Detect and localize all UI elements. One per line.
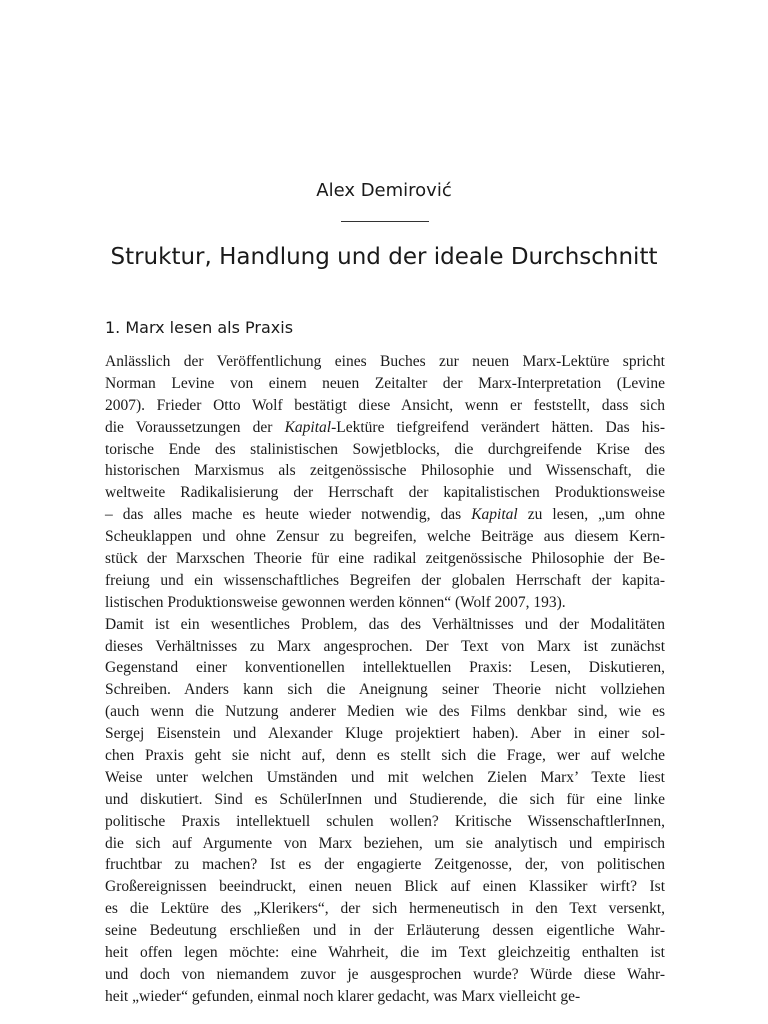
body-line bbox=[105, 657, 665, 679]
body-line bbox=[105, 351, 665, 373]
emphasis-text: Kapital bbox=[284, 418, 332, 436]
body-line bbox=[105, 417, 665, 439]
body-line-text: freiung und ein wissenschaftliches Begreifen der globalen Herrschaft der kapita- bbox=[105, 571, 665, 589]
emphasis-text: Kapital bbox=[471, 506, 518, 524]
body-text bbox=[105, 351, 665, 1008]
body-line-text: seine Bedeutung erschließen und in der Erläuterung dessen eigentliche Wahr- bbox=[105, 922, 665, 940]
body-line-text: -Lektüre tiefgreifend verändert hätten. Das his- bbox=[331, 418, 665, 436]
body-line-text: die sich auf Argumente von Marx beziehen, um sie analytisch und empirisch bbox=[105, 834, 665, 852]
body-line-text: listischen Produktionsweise gewonnen werden können“ (Wolf 2007, 193). bbox=[105, 593, 566, 611]
body-line-text: heit offen legen möchte: eine Wahrheit, die im Text gleichzeitig enthalten ist bbox=[105, 944, 665, 962]
body-line-text: heit „wieder“ gefunden, einmal noch klarer gedacht, was Marx vielleicht ge- bbox=[105, 987, 581, 1005]
body-line-text: torische Ende des stalinistischen Sowjetblocks, die durchgreifende Krise des bbox=[105, 440, 665, 458]
author-name: Alex Demirović bbox=[316, 180, 452, 201]
body-line bbox=[105, 679, 665, 701]
body-line bbox=[105, 767, 665, 789]
author-divider bbox=[341, 221, 429, 222]
body-line-text: Sergej Eisenstein und Alexander Kluge projektiert haben). Aber in einer sol- bbox=[105, 725, 665, 743]
body-line bbox=[105, 570, 665, 592]
body-line bbox=[105, 833, 665, 855]
body-line bbox=[105, 592, 665, 614]
body-line-text: stück der Marxschen Theorie für eine radikal zeitgenössische Philosophie der Be- bbox=[105, 550, 665, 568]
body-line-text: Scheuklappen und ohne Zensur zu begreifen, welche Beiträge aus diesem Kern- bbox=[105, 528, 665, 546]
body-line bbox=[105, 636, 665, 658]
body-line-text: und doch von niemandem zuvor je ausgesprochen wurde? Würde diese Wahr- bbox=[105, 965, 665, 983]
body-line-text: es die Lektüre des „Klerikers“, der sich hermeneutisch in den Text versenkt, bbox=[105, 900, 665, 918]
body-line bbox=[105, 876, 665, 898]
body-line-text: Anlässlich der Veröffentlichung eines Buches zur neuen Marx-Lektüre spricht bbox=[105, 353, 665, 370]
body-line-text: Großereignissen beeindruckt, einen neuen Blick auf einen Klassiker wirft? Ist bbox=[105, 878, 665, 896]
body-line-text: historischen Marxismus als zeitgenössische Philosophie und Wissenschaft, die bbox=[105, 462, 665, 480]
body-line bbox=[105, 548, 665, 570]
section-heading: 1. Marx lesen als Praxis bbox=[105, 318, 294, 337]
body-line bbox=[105, 439, 665, 461]
body-line bbox=[105, 723, 665, 745]
body-line bbox=[105, 964, 665, 986]
body-line-text: Weise unter welchen Umständen und mit welchen Zielen Marx’ Texte liest bbox=[105, 768, 665, 786]
body-line-text: – das alles mache es heute wieder notwendig, das bbox=[105, 506, 472, 524]
body-line bbox=[105, 745, 665, 767]
chapter-title: Struktur, Handlung und der ideale Durchschnitt bbox=[110, 244, 658, 270]
body-line bbox=[105, 701, 665, 723]
body-line bbox=[105, 395, 665, 417]
body-line bbox=[105, 811, 665, 833]
body-line bbox=[105, 482, 665, 504]
body-line-text: (auch wenn die Nutzung anderer Medien wie des Films denkbar sind, wie es bbox=[105, 703, 665, 721]
body-line-text: Schreiben. Anders kann sich die Aneignung seiner Theorie nicht vollziehen bbox=[105, 681, 665, 699]
body-line-text: dieses Verhältnisses zu Marx angesprochen. Der Text von Marx ist zunächst bbox=[105, 637, 665, 655]
body-line-text: fruchtbar zu machen? Ist es der engagierte Zeitgenosse, der, von politischen bbox=[105, 856, 665, 874]
body-line bbox=[105, 526, 665, 548]
body-line-text: chen Praxis geht sie nicht auf, denn es stellt sich die Frage, wer auf welche bbox=[105, 747, 665, 765]
body-line-text: Gegenstand einer konventionellen intellektuellen Praxis: Lesen, Diskutieren, bbox=[105, 659, 665, 677]
body-line bbox=[105, 920, 665, 942]
body-line-text: weltweite Radikalisierung der Herrschaft der kapitalistischen Produktionsweise bbox=[105, 484, 665, 502]
body-line-text: und diskutiert. Sind es SchülerInnen und Studierende, die sich für eine linke bbox=[105, 790, 665, 808]
body-line bbox=[105, 614, 665, 636]
body-line-text: die Voraussetzungen der bbox=[105, 418, 285, 436]
body-line bbox=[105, 942, 665, 964]
body-line-text: politische Praxis intellektuell schulen wollen? Kritische WissenschaftlerInnen, bbox=[105, 812, 665, 830]
body-line bbox=[105, 460, 665, 482]
body-line bbox=[105, 854, 665, 876]
body-line bbox=[105, 898, 665, 920]
body-line bbox=[105, 789, 665, 811]
body-line bbox=[105, 373, 665, 395]
body-line bbox=[105, 504, 665, 526]
body-line-text: 2007). Frieder Otto Wolf bestätigt diese Ansicht, wenn er feststellt, dass sich bbox=[105, 396, 665, 414]
body-line-text: zu lesen, „um ohne bbox=[517, 506, 666, 524]
body-line bbox=[105, 986, 665, 1008]
body-line-text: Damit ist ein wesentliches Problem, das des Verhältnisses und der Modalitäten bbox=[105, 615, 665, 633]
body-line-text: Norman Levine von einem neuen Zeitalter der Marx-Interpretation (Levine bbox=[105, 374, 665, 392]
